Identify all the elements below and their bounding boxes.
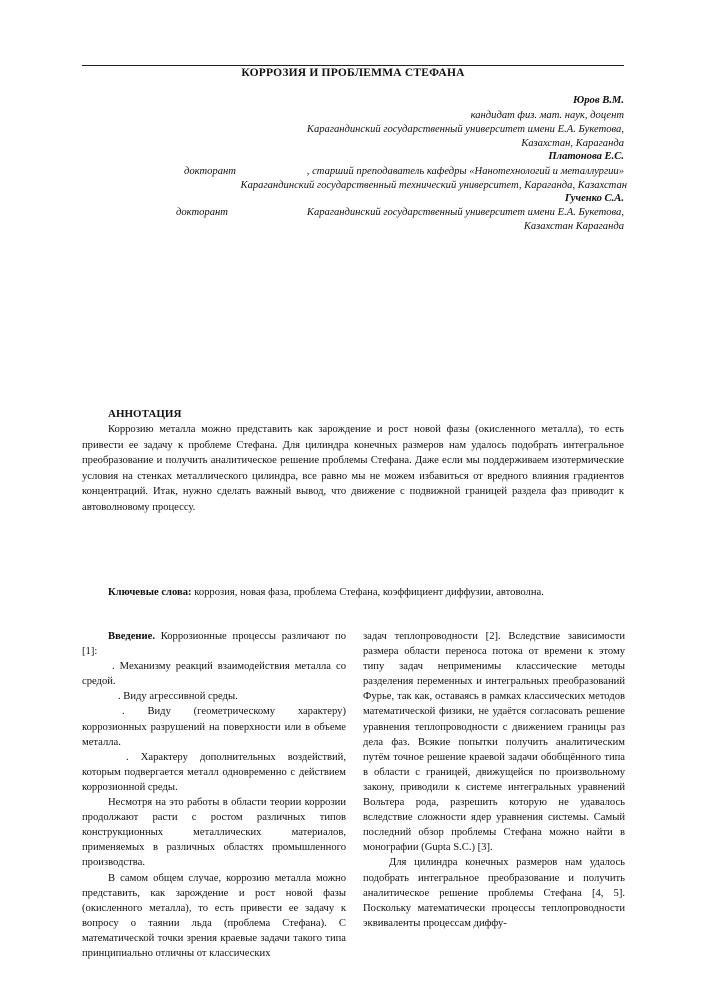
header-rule xyxy=(82,65,624,66)
intro-label: Введение. xyxy=(108,631,155,642)
author-affiliation-line: Карагандинский государственный технический университет, Караганда, Казахстан xyxy=(240,180,627,191)
abstract-text: Коррозию металла можно представить как зарождение и рост новой фазы (окисленного металла), то есть привести ее задачу к проблеме Стефана. Для цилиндра конечных размеров нам удалось подобрать интегральное преобразование и получить аналитическое решение проблемы Стефана. Даже если мы поддерживаем изотермические условия на стенках металлического цилиндра, все равно мы не можем избавиться от вредного влияния градиентов концентраций. Итак, нужно сделать важный вывод, что движение с подвижной границей раздела фаз приводит к автоволновому процессу. xyxy=(82,424,624,513)
author-affiliation-line: Казахстан, Караганда xyxy=(521,138,624,149)
paper-title: КОРРОЗИЯ И ПРОБЛЕММА СТЕФАНА xyxy=(241,67,465,79)
list-item: . Механизму реакций взаимодействия металла со средой. xyxy=(82,661,346,688)
author-affiliation-line: , старший преподаватель кафедры «Нанотехнологий и металлургии» xyxy=(306,166,624,177)
intro-text: Коррозионные процессы различают по [1]: xyxy=(82,631,346,658)
list-item: . Виду (геометрическому характеру) коррозионных разрушений на поверхности или в объеме металла. xyxy=(82,706,346,748)
author-name: Юров В.М. xyxy=(573,95,624,106)
body-paragraph: задач теплопроводности [2]. Вследствие зависимости размера области переноса потока от времени к этому типу задач неприменимы классические методы разделения переменных и интегральных преобразований Фурье, так как, оставаясь в рамках классических методов математической физики, не удаётся согласовать решение уравнения теплопроводности с движением границы раз дела фаз. Всякие попытки получить аналитическим путём точное решение краевой задачи обобщённого типа в области с границей, движущейся по произвольному закону, приводили к системе интегральных уравнений Вольтера рода, разрешить которую не удавалось вследствие сложности ядер уравнения системы. Самый последний обзор проблемы Стефана можно найти в монографии (Gupta S.C.) [3]. xyxy=(363,631,625,854)
body-column-left xyxy=(82,629,346,961)
author-affiliation-line: Карагандинский государственный университет имени Е.А. Букетова, xyxy=(306,207,624,218)
keywords xyxy=(82,587,624,598)
author-affiliation-line: кандидат физ. мат. наук, доцент xyxy=(470,110,624,121)
body-paragraph: Для цилиндра конечных размеров нам удалось подобрать интегральное преобразование и получить аналитическое решение проблемы Стефана [4, 5]. Поскольку математически процессы теплопроводности эквиваленты процессам диффу- xyxy=(363,857,625,929)
abstract-heading: АННОТАЦИЯ xyxy=(108,408,182,420)
author-affiliation-line: Казахстан Караганда xyxy=(523,221,624,232)
author-position: докторант xyxy=(184,166,236,177)
keywords-text: коррозия, новая фаза, проблема Стефана, коэффициент диффузии, автоволна. xyxy=(191,587,544,598)
body-paragraph: В самом общем случае, коррозию металла можно представить, как зарождение и рост новой фазы (окисленного металла), то есть привести ее задачу к вопросу о таянии льда (проблема Стефана). С математической точки зрения краевые задачи такого типа принципиально отличны от классических xyxy=(82,872,346,959)
body-column-right xyxy=(363,629,625,931)
keywords-label: Ключевые слова: xyxy=(108,587,192,598)
body-paragraph: Несмотря на это работы в области теории коррозии продолжают расти с ростом различных типов конструкционных металлических материалов, применяемых в различных областях промышленного производства. xyxy=(82,797,346,869)
list-item: . Виду агрессивной среды. xyxy=(118,691,238,703)
author-affiliation-line: Карагандинский государственный университет имени Е.А. Букетова, xyxy=(306,124,624,135)
author-position: докторант xyxy=(176,207,228,218)
intro-paragraph xyxy=(82,629,346,659)
author-name: Гученко С.А. xyxy=(564,193,624,204)
list-item: . Характеру дополнительных воздействий, которым подвергается металл одновременно с действием коррозионной среды. xyxy=(82,751,346,793)
author-name: Платонова Е.С. xyxy=(548,151,624,162)
